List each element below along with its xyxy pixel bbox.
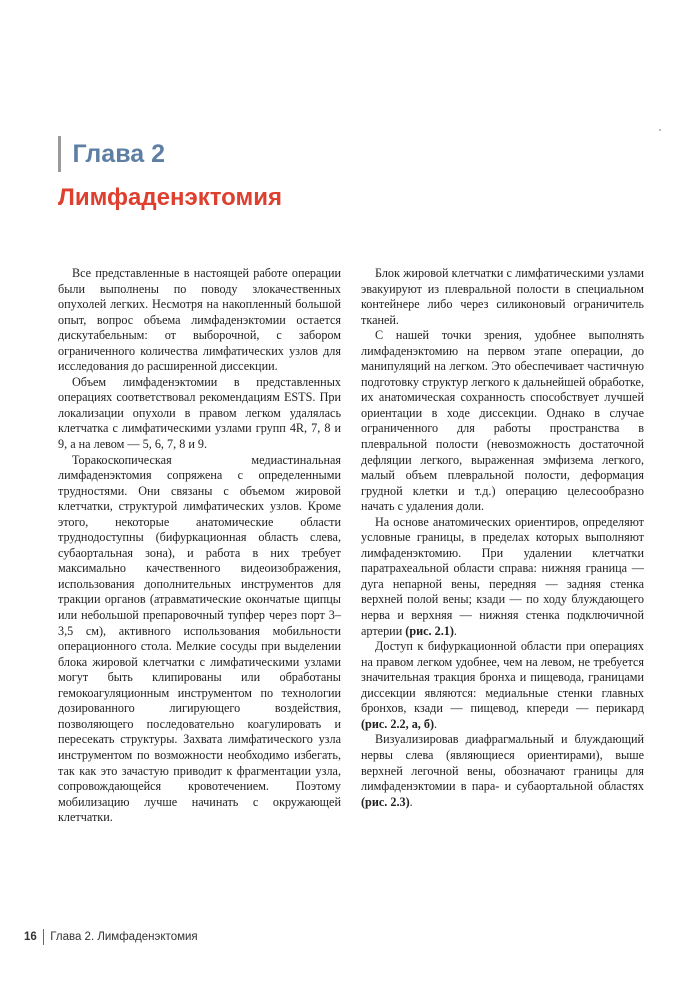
paragraph-text: Доступ к бифуркационной области при операциях на правом легком удобнее, чем на левом, не требуется значительная тракция бронха и пищевода, границами диссекции являются: медиальные стенки главных бронхов, кзади — пищевод, кпереди — перикард <box>361 639 644 716</box>
right-column <box>361 266 644 810</box>
chapter-title: Лимфаденэктомия <box>58 184 283 211</box>
paragraph <box>361 515 644 639</box>
figure-reference: (рис. 2.2, а, б) <box>361 716 435 731</box>
figure-reference: (рис. 2.3) <box>361 794 410 809</box>
chapter-heading <box>58 135 165 173</box>
paragraph: С нашей точки зрения, удобнее выполнять лимфаденэктомию на первом этапе операции, до манипуляций на легком. Это обеспечивает частичную подготовку структур легкого к дальнейшей обработке, их анатомическая сохранность способствует лучшей ориентации в ходе диссекции. Однако в случае ограниченного для работы пространства в плевральной полости (невозможность достаточной дефляции легкого, выраженная эмфизема легкого, малый объем плевральной полости, деформация грудной клетки и т.д.) операцию целесообразно начать с удаления доли. <box>361 328 644 514</box>
paragraph-end: . <box>434 716 438 731</box>
footer-divider <box>43 929 45 945</box>
paragraph: Объем лимфаденэктомии в представленных операциях соответствовал рекомендациям ESTS. При локализации опухоли в правом легком удалялась клетчатка с лимфатическими узлами групп 4R, 7, 8 и 9, а на левом — 5, 6, 7, 8 и 9. <box>58 374 341 452</box>
left-column <box>58 266 341 826</box>
paragraph-text: На основе анатомических ориентиров, определяют условные границы, в пределах которых выполняют лимфаденэктомию. При удалении клетчатки паратрахеальной области справа: нижняя граница — дуга непарной вены, передняя — задняя стенка верхней полой вены; кзади — по ходу блуждающего нерва и верхняя — нижняя стенка подключичной артерии <box>361 514 644 638</box>
chapter-label: Глава 2 <box>72 139 166 168</box>
paragraph: Все представленные в настоящей работе операции были выполнены по поводу злокачественных опухолей легких. Несмотря на накопленный большой опыт, вопрос объема лимфаденэктомии остается дискутабельным: от выборочной, с забором ограниченного количества лимфатических узлов для исследования до расширенной диссекции. <box>58 266 341 374</box>
paragraph <box>361 639 644 732</box>
paragraph-text: Визуализировав диафрагмальный и блуждающий нервы слева (являющиеся ориентирами), выше верхней легочной вены, обозначают границы для лимфаденэктомии в пара- и субаортальной областях <box>361 732 644 794</box>
chapter-bar-divider <box>58 136 61 172</box>
margin-mark <box>659 129 661 131</box>
page-footer <box>24 927 198 947</box>
page-number: 16 <box>24 931 37 943</box>
paragraph-end: . <box>453 623 457 638</box>
paragraph: Блок жировой клетчатки с лимфатическими узлами эвакуируют из плевральной полости в специальном контейнере либо через силиконовый ограничитель тканей. <box>361 266 644 327</box>
paragraph-end: . <box>409 794 413 809</box>
paragraph: Торакоскопическая медиастинальная лимфаденэктомия сопряжена с определенными трудностями. Они связаны с объемом жировой клетчатки, структурой лимфатических узлов. Кроме этого, некоторые анатомические области труднодоступны (бифуркационная область слева, субаортальная зона), и работа в них требует максимально качественного видеоизображения, использования дополнительных инструментов для тракции органов (атравматические окончатые щипцы или небольшой препаровочный тупфер через порт 3–3,5 см), активного использования мобильности операционного стола. Мелкие сосуды при выделении блока жировой клетчатки с лимфатическими узлами могут быть клипированы или обработаны гемокоагуляционным инструментом по технологии дозированного лигирующего воздействия, позволяющего последовательно коагулировать и пересекать структуры. Захвата лимфатического узла инструментом по возможности необходимо избегать, так как это зачастую приводит к фрагментации узла, сопровождающейся кровотечением. Поэтому мобилизацию лучше начинать с окружающей клетчатки. <box>58 452 341 825</box>
figure-reference: (рис. 2.1) <box>405 623 454 638</box>
paragraph <box>361 732 644 810</box>
running-title: Глава 2. Лимфаденэктомия <box>50 931 198 943</box>
